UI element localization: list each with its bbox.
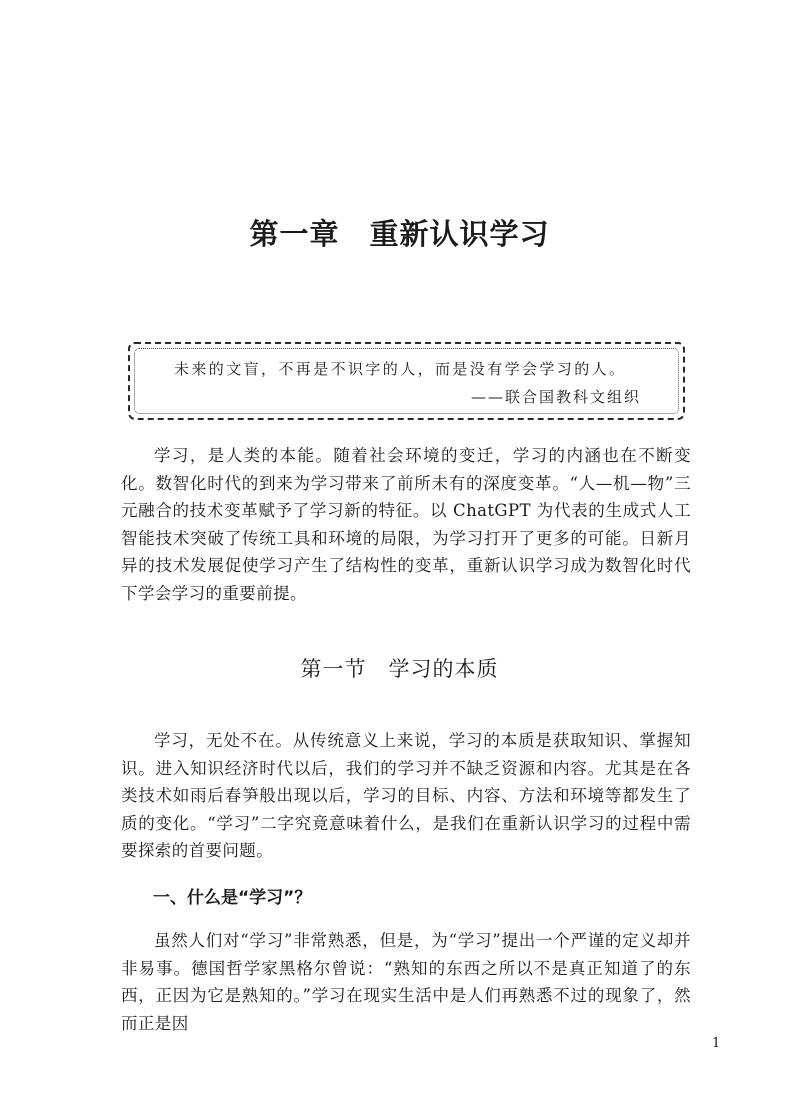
section-paragraph: 学习，无处不在。从传统意义上来说，学习的本质是获取知识、掌握知识。进入知识经济时代以后，我们的学习并不缺乏资源和内容。尤其是在各类技术如雨后春笋般出现以后，学习的目标、内容、方法和环境等都发生了质的变化。“学习”二字究竟意味着什么，是我们在重新认识学习的过程中需要探索的首要问题。 <box>121 731 691 860</box>
subsection-paragraph: 虽然人们对“学习”非常熟悉，但是，为“学习”提出一个严谨的定义却并非易事。德国哲学家黑格尔曾说：“熟知的东西之所以不是真正知道了的东西，正因为它是熟知的。”学习在现实生活中是人们再熟悉不过的现象了，然而正是因 <box>121 931 691 1033</box>
epigraph-quote: 未来的文盲，不再是不识字的人，而是没有学会学习的人。 <box>174 360 627 378</box>
epigraph-box <box>128 342 685 420</box>
chapter-title: 第一章 重新认识学习 <box>249 217 550 251</box>
epigraph-source: ——联合国教科文组织 <box>470 388 641 406</box>
section-title: 第一节 学习的本质 <box>300 657 499 681</box>
page-number: 1 <box>712 1036 721 1051</box>
subsection-title: 一、什么是“学习”？ <box>153 888 312 908</box>
intro-paragraph: 学习，是人类的本能。随着社会环境的变迁，学习的内涵也在不断变化。数智化时代的到来为学习带来了前所未有的深度变革。“人—机—物”三元融合的技术变革赋予了学习新的特征。以 ChatGPT 为代表的生成式人工智能技术突破了传统工具和环境的局限，为学习打开了更多的可能。日新月异的技术发展促使学习产生了结构性的变革，重新认识学习成为数智化时代下学会学习的重要前提。 <box>121 446 691 603</box>
